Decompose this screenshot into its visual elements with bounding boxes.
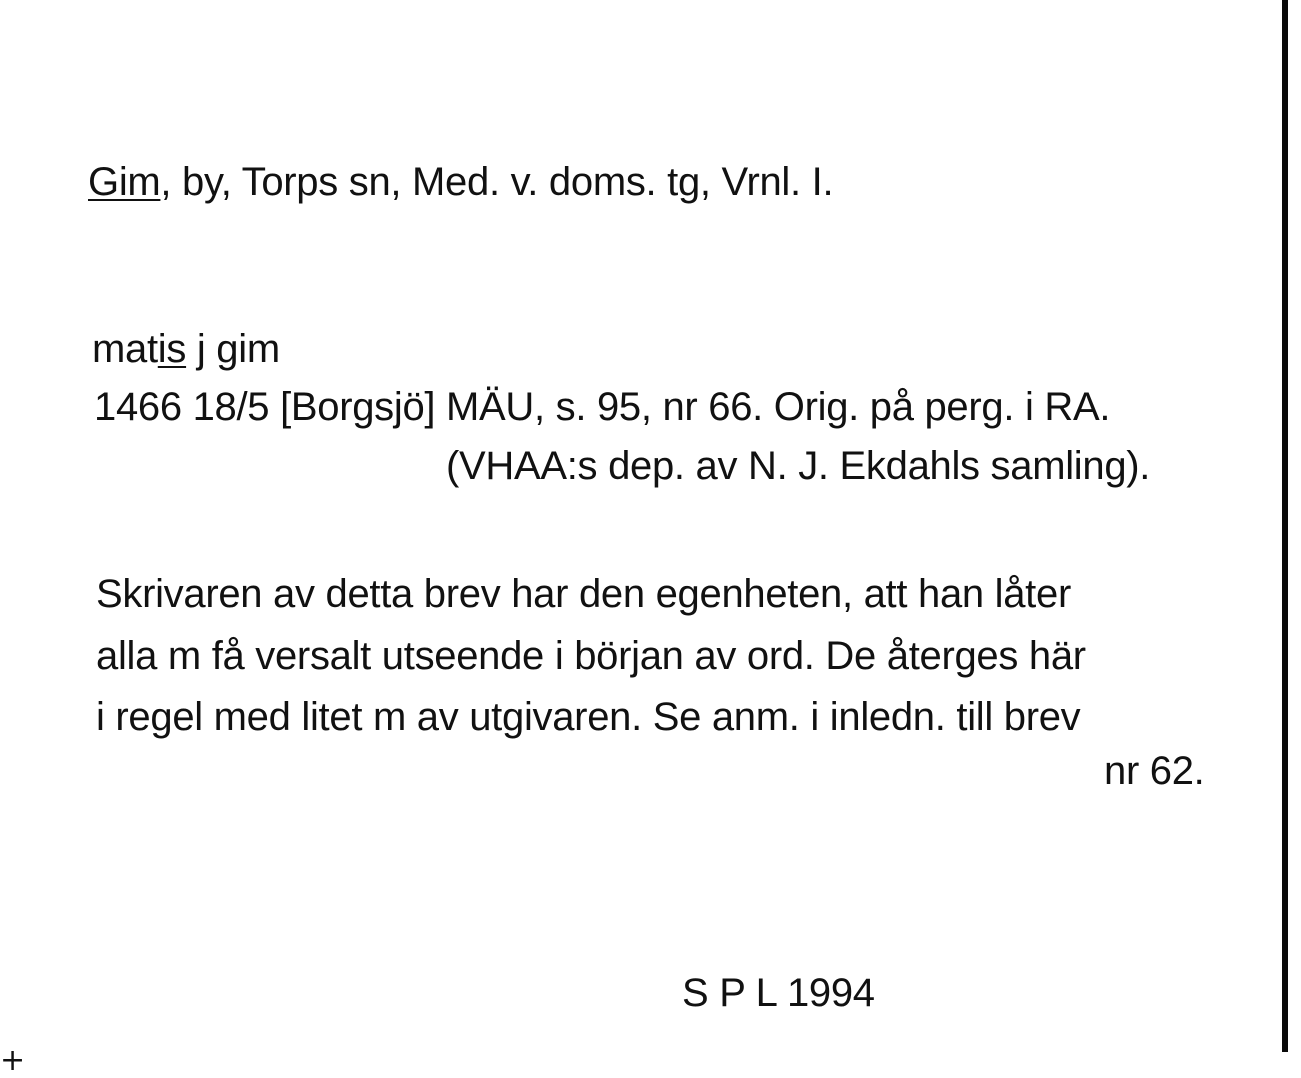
card-edge-line [1282, 0, 1288, 1052]
name-form-underlined: is [157, 327, 187, 371]
place-description: , by, Torps sn, Med. v. doms. tg, Vrnl. I. [160, 160, 834, 204]
note-line-2: alla m få versalt utseende i början av ord. De återges här [96, 634, 1086, 678]
name-form-suffix: j gim [186, 327, 280, 371]
note-line-4: nr 62. [1104, 749, 1205, 793]
name-form-prefix: mat [92, 327, 158, 371]
corner-mark: + [0, 1043, 26, 1078]
note-line-1: Skrivaren av detta brev har den egenheten, att han låter [96, 572, 1071, 616]
source-reference-line-2: (VHAA:s dep. av N. J. Ekdahls samling). [446, 444, 1151, 488]
place-name: Gim [88, 160, 161, 204]
signature: S P L 1994 [682, 971, 875, 1015]
note-line-3: i regel med litet m av utgivaren. Se anm. i inledn. till brev [96, 695, 1081, 739]
source-reference-line-1: 1466 18/5 [Borgsjö] MÄU, s. 95, nr 66. Orig. på perg. i RA. [94, 385, 1111, 429]
card-heading [88, 158, 833, 206]
name-form [92, 325, 280, 373]
